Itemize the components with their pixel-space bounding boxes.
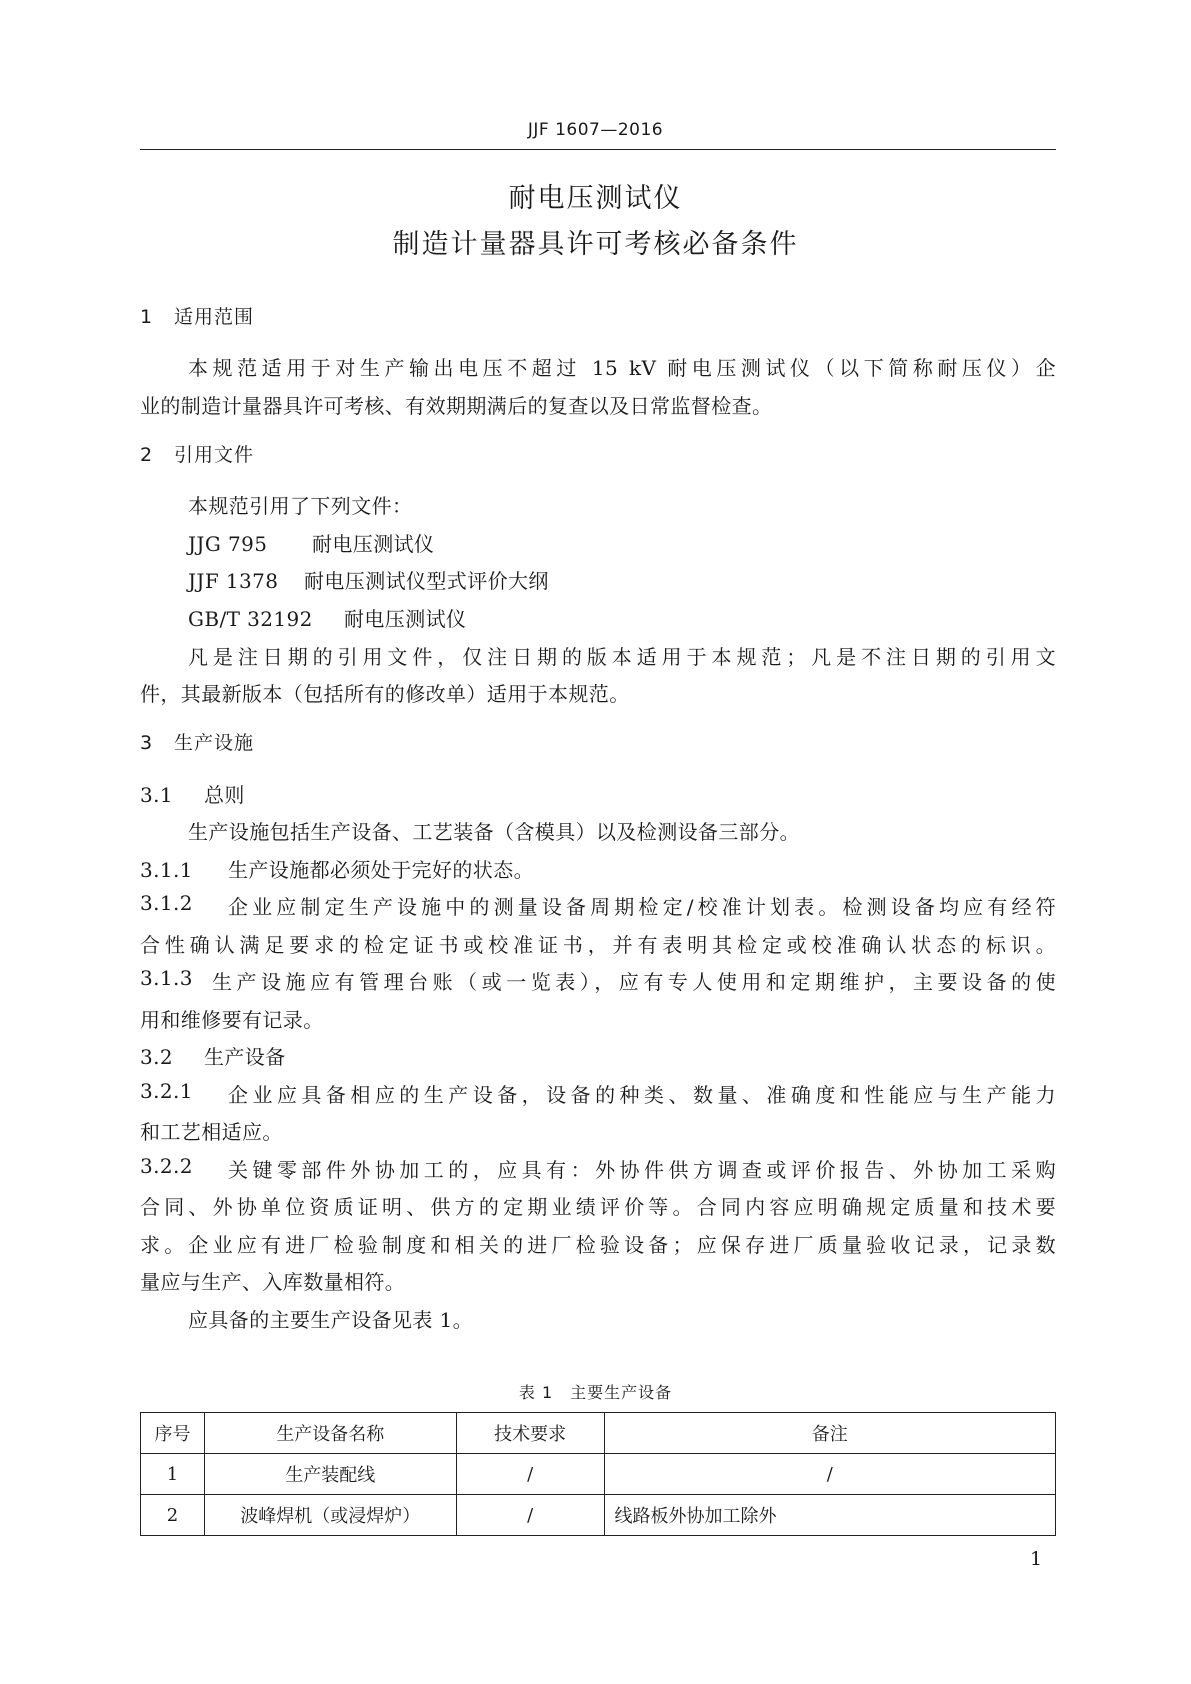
table-cell: 生产装配线 — [204, 1454, 456, 1495]
subsection-number: 3.1 — [140, 783, 174, 807]
section-3-heading — [140, 728, 254, 755]
reference-name: 耐电压测试仪 — [312, 532, 435, 556]
clause-3-2-2 — [140, 1154, 1056, 1183]
section-title: 引用文件 — [174, 444, 255, 466]
paragraph-line: 应具备的主要生产设备见表 1。 — [188, 1308, 474, 1332]
clause-number: 3.2.2 — [140, 1154, 193, 1178]
table-caption: 表 1 主要生产设备 — [518, 1383, 673, 1402]
section-number: 3 — [140, 732, 154, 754]
section-title: 适用范围 — [174, 306, 255, 328]
title-line-1: 耐电压测试仪 — [508, 183, 683, 214]
clause-number: 3.2.1 — [140, 1079, 193, 1103]
reference-item — [188, 603, 466, 632]
section-number: 1 — [140, 306, 154, 328]
reference-item — [188, 565, 549, 594]
table-cell: 2 — [141, 1495, 205, 1536]
table-cell: / — [604, 1454, 1055, 1495]
subsection-number: 3.2 — [140, 1045, 174, 1069]
clause-3-1-3 — [140, 966, 1056, 995]
clause-text: 企业应具备相应的生产设备，设备的种类、数量、准确度和性能应与生产能力 — [228, 1083, 1056, 1107]
section-title: 生产设施 — [174, 732, 255, 754]
table-header-cell: 技术要求 — [456, 1413, 604, 1454]
clause-number: 3.1.2 — [140, 891, 193, 915]
equipment-table — [140, 1412, 1056, 1536]
paragraph-line: 量应与生产、入库数量相符。 — [140, 1270, 406, 1294]
section-number: 2 — [140, 444, 154, 466]
table-header-cell: 序号 — [141, 1413, 205, 1454]
section-1-heading — [140, 302, 254, 329]
standard-code-header: JJF 1607—2016 — [527, 120, 664, 140]
clause-3-1-1 — [140, 854, 534, 883]
paragraph-line: 用和维修要有记录。 — [140, 1008, 324, 1032]
title-line-2: 制造计量器具许可考核必备条件 — [392, 229, 799, 260]
subsection-title: 生产设备 — [204, 1045, 286, 1069]
paragraph-line: 凡是注日期的引用文件，仅注日期的版本适用于本规范；凡是不注日期的引用文 — [188, 645, 1056, 669]
paragraph-line: 业的制造计量器具许可考核、有效期期满后的复查以及日常监督检查。 — [140, 394, 773, 418]
table-cell: 线路板外协加工除外 — [604, 1495, 1055, 1536]
paragraph-line: 合性确认满足要求的检定证书或校准证书，并有表明其检定或校准确认状态的标识。 — [140, 933, 1056, 957]
page-number: 1 — [1030, 1548, 1043, 1570]
clause-text: 关键零部件外协加工的，应具有：外协件供方调查或评价报告、外协加工采购 — [228, 1158, 1056, 1182]
clause-text: 企业应制定生产设施中的测量设备周期检定/校准计划表。检测设备均应有经符 — [228, 895, 1056, 919]
section-2-heading — [140, 440, 254, 467]
table-cell: 1 — [141, 1454, 205, 1495]
subsection-title: 总则 — [204, 783, 245, 807]
clause-3-2-1 — [140, 1079, 1056, 1108]
subsection-3-1-heading — [140, 779, 245, 808]
paragraph-line: 求。企业应有进厂检验制度和相关的进厂检验设备；应保存进厂质量验收记录，记录数 — [140, 1233, 1056, 1257]
table-header-cell: 生产设备名称 — [204, 1413, 456, 1454]
reference-code: GB/T 32192 — [188, 607, 313, 631]
paragraph-line: 本规范引用了下列文件： — [188, 494, 413, 518]
table-cell: / — [456, 1495, 604, 1536]
paragraph-line: 本规范适用于对生产输出电压不超过 15 kV 耐电压测试仪（以下简称耐压仪）企 — [188, 356, 1056, 380]
paragraph-line: 生产设施包括生产设备、工艺装备（含模具）以及检测设备三部分。 — [188, 820, 800, 844]
table-row — [141, 1495, 1056, 1536]
reference-code: JJF 1378 — [188, 569, 279, 593]
table-header-row — [141, 1413, 1056, 1454]
table-cell: 波峰焊机（或浸焊炉） — [204, 1495, 456, 1536]
clause-text: 生产设施应有管理台账（或一览表），应有专人使用和定期维护，主要设备的使 — [212, 970, 1056, 994]
table-row — [141, 1454, 1056, 1495]
table-cell: / — [456, 1454, 604, 1495]
reference-item — [188, 528, 434, 557]
table-header-cell: 备注 — [604, 1413, 1055, 1454]
clause-text: 生产设施都必须处于完好的状态。 — [228, 858, 534, 882]
paragraph-line: 件，其最新版本（包括所有的修改单）适用于本规范。 — [140, 682, 630, 706]
clause-number: 3.1.1 — [140, 858, 193, 882]
clause-3-1-2 — [140, 891, 1056, 920]
header-rule — [140, 149, 1056, 150]
clause-number: 3.1.3 — [140, 966, 193, 990]
paragraph-line: 合同、外协单位资质证明、供方的定期业绩评价等。合同内容应明确规定质量和技术要 — [140, 1195, 1056, 1219]
subsection-3-2-heading — [140, 1041, 286, 1070]
reference-name: 耐电压测试仪型式评价大纲 — [304, 569, 549, 593]
reference-code: JJG 795 — [188, 532, 268, 556]
reference-name: 耐电压测试仪 — [344, 607, 467, 631]
paragraph-line: 和工艺相适应。 — [140, 1120, 283, 1144]
